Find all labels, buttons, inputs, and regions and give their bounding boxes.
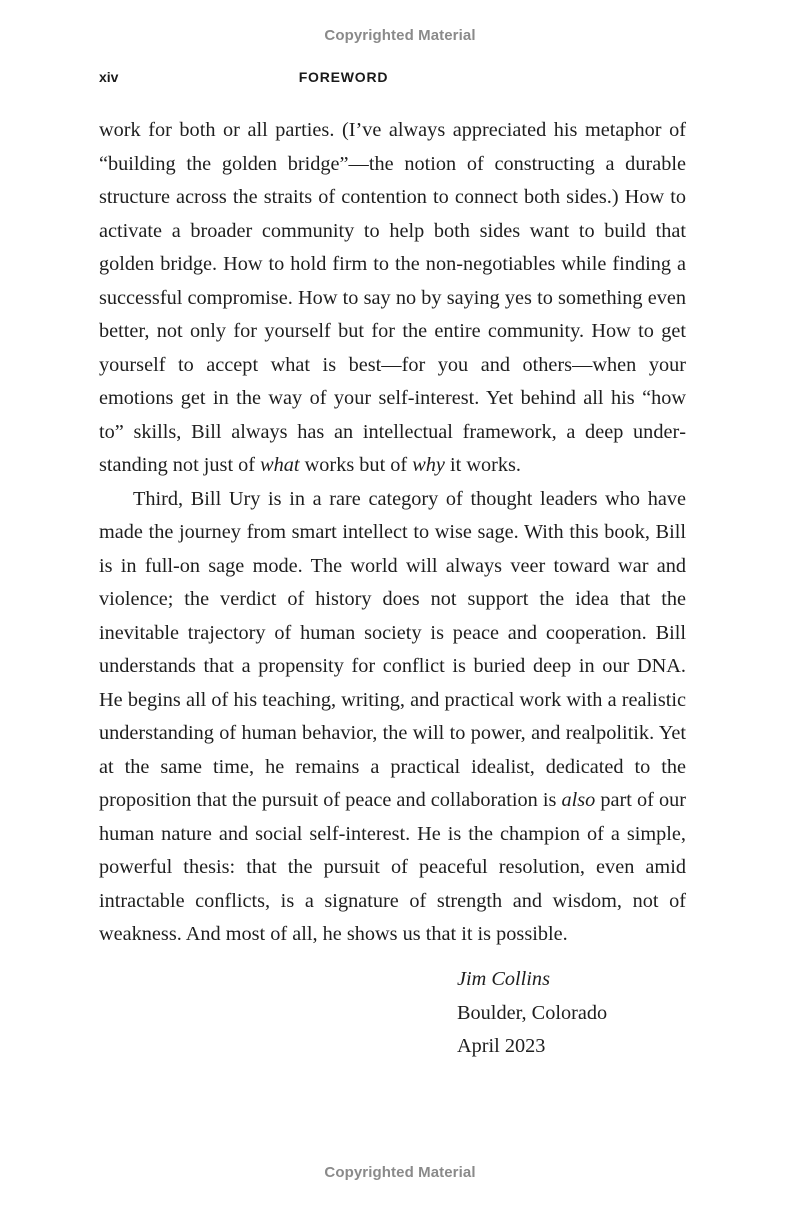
text-run: Third, Bill Ury is in a rare category of thought leaders who have made the journey from smart intellect to wise sage. With this book, Bill is in full-on sage mode. The world will always veer toward war and violence; the verdict of history does not support the idea that the inevitable trajectory of human society is peace and cooperation. Bill understands that a propensity for conflict is buried deep in our DNA. He begins all of his teaching, writing, and practical work with a realistic understanding of human behavior, the will to power, and realpolitik. Yet at the same time, he remains a practical idealist, dedicated to the proposition that the pursuit of peace and collaboration is [99,487,686,811]
emphasis-what: what [260,454,300,476]
section-title: FOREWORD [298,69,389,85]
signature-block [457,963,697,1064]
page-number: xiv [99,69,119,85]
emphasis-also: also [561,789,596,811]
copyright-watermark-top: Copyrighted Material [324,27,476,44]
text-run: work for both or all parties. (I’ve always appreciated his metaphor of “building the golden bridge”—the notion of constructing a durable structure across the straits of contention to connect both sides.) How to activate a broader community to help both sides want to build that golden bridge. How to hold firm to the non-negotiables while finding a successful compromise. How to say no by saying yes to something even better, not only for yourself but for the entire community. How to get yourself to accept what is best—for you and others—when your emotions get in the way of your self-interest. Yet behind all his “how to” skills, Bill always has an intellectual framework, a deep understanding not just of [99,119,686,476]
signature-date: April 2023 [457,1035,546,1057]
copyright-watermark-bottom: Copyrighted Material [324,1164,476,1181]
paragraph-2 [99,483,686,952]
author-name: Jim Collins [457,968,550,990]
text-run: works but of [299,454,413,476]
text-run: part of our human nature and social self-interest. He is the champion of a simple, powerful thesis: that the pursuit of peaceful resolution, even amid intractable conflicts, is a signature of strength and wisdom, not of weakness. And most of all, he shows us that it is possible. [99,789,686,945]
text-run: it works. [444,454,521,476]
running-head [99,69,686,89]
paragraph-1 [99,114,686,483]
author-location: Boulder, Colorado [457,1001,608,1024]
emphasis-why: why [412,454,445,476]
body-text [99,114,686,952]
